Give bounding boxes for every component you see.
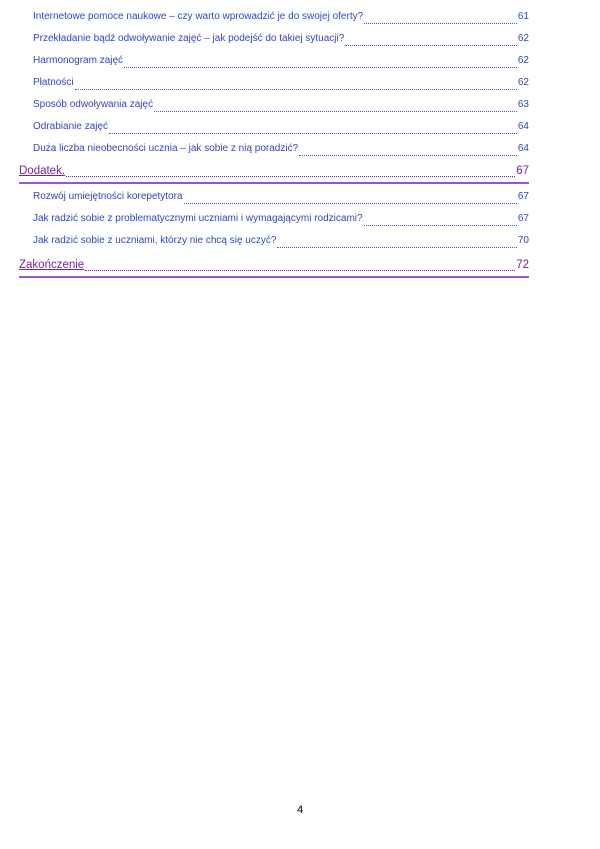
- toc-entry-przekladanie-zajec[interactable]: [19, 28, 529, 50]
- toc-entry-title: Jak radzić sobie z problematycznymi uczniami i wymagającymi rodzicami?: [33, 213, 363, 224]
- toc-dot-leader: [277, 246, 516, 248]
- toc-entry-harmonogram[interactable]: [19, 50, 529, 72]
- toc-heading-title: Zakończenie: [19, 259, 85, 271]
- toc-entry-page: 61: [517, 11, 529, 22]
- toc-entry-title: Przekładanie bądź odwoływanie zajęć – jak podejść do takiej sytuacji?: [33, 33, 345, 44]
- toc-entry-page: 64: [517, 121, 529, 132]
- toc-dot-leader: [364, 22, 517, 24]
- toc-dot-leader: [85, 269, 515, 271]
- toc-heading-page: 72: [516, 259, 529, 271]
- toc-entry-rozwoj-umiejetnosci[interactable]: [19, 186, 529, 208]
- toc-entry-page: 67: [517, 213, 529, 224]
- toc-dot-leader: [124, 66, 517, 68]
- table-of-contents: [19, 6, 529, 278]
- toc-heading-page: 67: [516, 165, 529, 177]
- toc-entry-zakonczenie[interactable]: [19, 254, 529, 278]
- toc-heading-title: Dodatek.: [19, 165, 66, 177]
- toc-dot-leader: [75, 88, 517, 90]
- toc-entry-odrabianie-zajec[interactable]: [19, 116, 529, 138]
- toc-dot-leader: [66, 175, 515, 177]
- toc-entry-page: 62: [517, 33, 529, 44]
- toc-entry-page: 63: [517, 99, 529, 110]
- toc-dot-leader: [184, 202, 517, 204]
- toc-entry-uczniowie-nie-chca-sie-uczyc[interactable]: [19, 230, 529, 252]
- toc-entry-title: Jak radzić sobie z uczniami, którzy nie chcą się uczyć?: [33, 235, 277, 246]
- toc-dot-leader: [109, 132, 517, 134]
- toc-entry-title: Internetowe pomoce naukowe – czy warto wprowadzić je do swojej oferty?: [33, 11, 364, 22]
- toc-entry-title: Duża liczba nieobecności ucznia – jak sobie z nią poradzić?: [33, 143, 299, 154]
- toc-entry-title: Płatności: [33, 77, 74, 88]
- toc-entry-sposob-odwolywania[interactable]: [19, 94, 529, 116]
- toc-dot-leader: [299, 154, 517, 156]
- toc-entry-duza-liczba-nieobecnosci[interactable]: [19, 138, 529, 160]
- toc-entry-internetowe-pomoce[interactable]: [19, 6, 529, 28]
- toc-entry-page: 62: [517, 55, 529, 66]
- toc-entry-page: 70: [517, 235, 529, 246]
- toc-entry-title: Odrabianie zajęć: [33, 121, 109, 132]
- toc-entry-title: Rozwój umiejętności korepetytora: [33, 191, 183, 202]
- toc-entry-title: Sposób odwoływania zajęć: [33, 99, 154, 110]
- toc-entry-platnosci[interactable]: [19, 72, 529, 94]
- toc-dot-leader: [154, 110, 517, 112]
- toc-entry-page: 67: [517, 191, 529, 202]
- toc-entry-title: Harmonogram zajęć: [33, 55, 124, 66]
- toc-dot-leader: [345, 44, 517, 46]
- toc-entry-page: 64: [517, 143, 529, 154]
- toc-entry-dodatek[interactable]: [19, 160, 529, 184]
- toc-dot-leader: [364, 224, 517, 226]
- footer-page-number: 4: [296, 804, 304, 816]
- toc-entry-problematyczni-uczniowie[interactable]: [19, 208, 529, 230]
- toc-entry-page: 62: [517, 77, 529, 88]
